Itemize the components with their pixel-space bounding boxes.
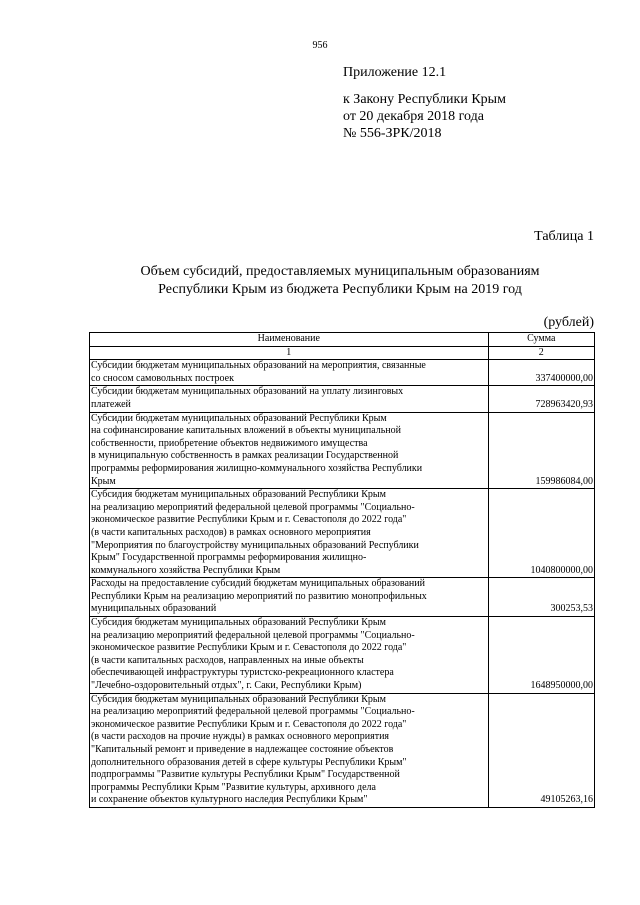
row-sum-cell: 159986084,00 [488,412,594,489]
document-title [60,263,620,299]
appendix-title: Приложение 12.1 [343,65,447,80]
law-reference-line-3: № 556-ЗРК/2018 [343,126,442,141]
row-sum-cell: 49105263,16 [488,693,594,807]
row-sum-cell: 300253,53 [488,578,594,617]
row-name-cell: Субсидии бюджетам муниципальных образований на уплату лизинговых платежей [90,386,489,412]
row-name-cell: Субсидия бюджетам муниципальных образований Республики Крым на реализацию мероприятий федеральной целевой программы "Социально- экономическое развитие Республики Крым и г. Севастополя до 2022 года" (в части капитальных расходов) в рамках основного мероприятия "Мероприятия по благоустройству муниципальных образований Республики Крым" Государственной программы реформирования жилищно- коммунального хозяйства Республики Крым [90,489,489,578]
column-index-1: 1 [90,346,489,360]
table-label: Таблица 1 [534,229,594,244]
row-sum-cell: 1648950000,00 [488,617,594,694]
header-sum: Сумма [488,333,594,347]
header-name: Наименование [90,333,489,347]
document-title-line-1: Объем субсидий, предоставляемых муниципальным образованиям [140,264,540,279]
table-row [90,617,595,694]
document-title-line-2: Республики Крым из бюджета Республики Крым на 2019 год [158,282,522,297]
law-reference-line-2: от 20 декабря 2018 года [343,109,484,124]
row-name-cell: Субсидия бюджетам муниципальных образований Республики Крым на реализацию мероприятий федеральной целевой программы "Социально- экономическое развитие Республики Крым и г. Севастополя до 2022 года" (в части расходов на прочие нужды) в рамках основного мероприятия "Капитальный ремонт и приведение в надлежащее состояние объектов дополнительного образования детей в сфере культуры Республики Крым" подпрограммы "Развитие культуры Республики Крым" Государственной программы Республики Крым "Развитие культуры, архивного дела и сохранение объектов культурного наследия Республики Крым" [90,693,489,807]
row-name-cell: Субсидии бюджетам муниципальных образований на мероприятия, связанные со сносом самовольных построек [90,360,489,386]
table-row [90,693,595,807]
table-row [90,386,595,412]
row-sum-cell: 728963420,93 [488,386,594,412]
row-name-cell: Субсидия бюджетам муниципальных образований Республики Крым на реализацию мероприятий федеральной целевой программы "Социально- экономическое развитие Республики Крым и г. Севастополя до 2022 года" (в части капитальных расходов, направленных на иные объекты обеспечивающей инфраструктуры туристско-рекреационного кластера "Лечебно-оздоровительный отдых", г. Саки, Республики Крым) [90,617,489,694]
subsidies-table [89,332,595,808]
law-reference-line-1: к Закону Республики Крым [343,92,506,107]
row-sum-cell: 337400000,00 [488,360,594,386]
units-label: (рублей) [543,315,594,330]
table-header-row [90,333,595,347]
table-row [90,412,595,489]
table-row [90,489,595,578]
table-row [90,360,595,386]
row-name-cell: Расходы на предоставление субсидий бюджетам муниципальных образований Республики Крым на реализацию мероприятий по развитию монопрофильных муниципальных образований [90,578,489,617]
row-name-cell: Субсидии бюджетам муниципальных образований Республики Крым на софинансирование капитальных вложений в объекты муниципальной собственности, приобретение объектов недвижимого имущества в муниципальную собственность в рамках реализации Государственной программы реформирования жилищно-коммунального хозяйства Республики Крым [90,412,489,489]
table-row [90,578,595,617]
page-number: 956 [312,40,328,51]
column-index-row [90,346,595,360]
column-index-2: 2 [488,346,594,360]
appendix-block [343,64,506,142]
row-sum-cell: 1040800000,00 [488,489,594,578]
